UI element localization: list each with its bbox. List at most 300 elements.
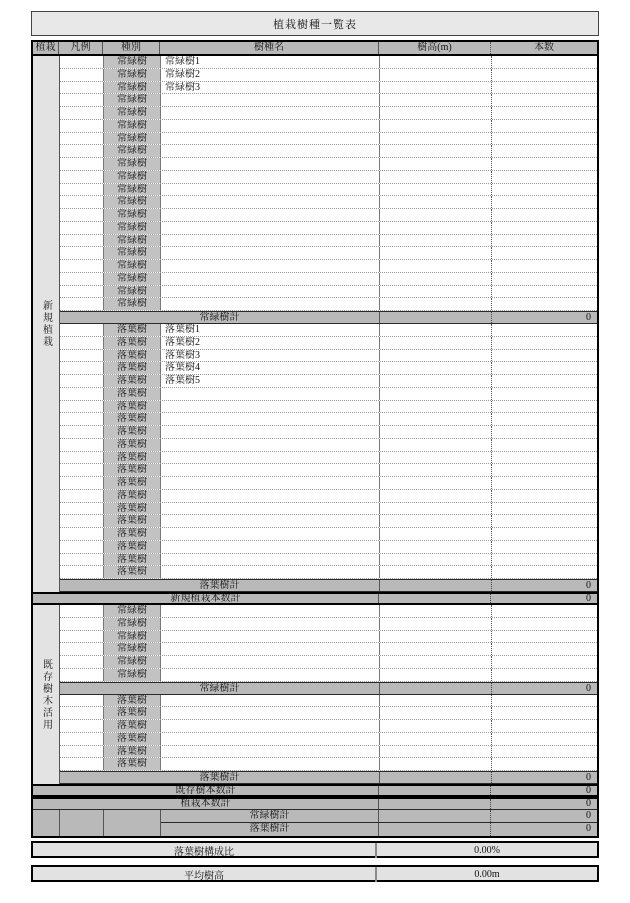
col-header-type: 種別: [103, 42, 160, 54]
height-cell: [380, 490, 491, 502]
species-row: [60, 69, 597, 82]
count-cell: [491, 631, 597, 643]
section-label-vertical: 既存樹木活用: [33, 605, 60, 784]
count-cell: [491, 273, 597, 285]
type-cell: 常緑樹: [104, 145, 161, 157]
species-row: [60, 362, 597, 375]
type-cell: 常緑樹: [104, 158, 161, 170]
count-cell: [491, 464, 597, 476]
grand-breakdown-height-cell: [379, 823, 490, 836]
type-cell: 落葉樹: [104, 452, 161, 464]
species-row: [60, 324, 597, 337]
species-name-cell: [161, 720, 380, 732]
type-cell: 常緑樹: [104, 107, 161, 119]
height-cell: [380, 222, 491, 234]
species-name-cell: [161, 464, 380, 476]
count-cell: [491, 618, 597, 630]
height-cell: [380, 133, 491, 145]
subtotal-label: 落葉樹計: [60, 772, 380, 783]
grand-total-row: [33, 797, 597, 810]
count-cell: [491, 503, 597, 515]
legend-cell: [60, 464, 104, 476]
legend-cell: [60, 337, 104, 349]
species-row: [60, 669, 597, 682]
grand-breakdown: [33, 810, 597, 836]
type-cell: 落葉樹: [104, 388, 161, 400]
species-name-cell: [161, 107, 380, 119]
col-header-count: 本数: [490, 42, 597, 54]
count-cell: [491, 758, 597, 770]
species-row: [60, 643, 597, 656]
species-row: [60, 145, 597, 158]
legend-cell: [60, 605, 104, 617]
subtotal-row: [60, 579, 597, 592]
type-cell: 落葉樹: [104, 401, 161, 413]
legend-cell: [60, 733, 104, 745]
height-cell: [380, 298, 491, 310]
count-cell: [491, 477, 597, 489]
species-name-cell: [161, 656, 380, 668]
count-cell: [491, 184, 597, 196]
legend-cell: [60, 720, 104, 732]
legend-cell: [60, 401, 104, 413]
height-cell: [380, 82, 491, 94]
type-cell: 常緑樹: [104, 286, 161, 298]
species-name-cell: [161, 413, 380, 425]
species-row: [60, 452, 597, 465]
type-cell: 常緑樹: [104, 618, 161, 630]
count-cell: [491, 426, 597, 438]
species-name-cell: 常緑樹1: [161, 56, 380, 68]
page-title: 植栽樹種一覧表: [31, 11, 599, 36]
height-cell: [380, 273, 491, 285]
species-row: [60, 196, 597, 209]
type-cell: 落葉樹: [104, 464, 161, 476]
legend-cell: [60, 439, 104, 451]
type-cell: 落葉樹: [104, 746, 161, 758]
count-cell: [491, 452, 597, 464]
species-row: [60, 439, 597, 452]
legend-cell: [60, 69, 104, 81]
species-name-cell: [161, 503, 380, 515]
subtotal-label: 常緑樹計: [60, 312, 380, 323]
species-row: [60, 133, 597, 146]
grand-breakdown-rows: [161, 810, 597, 836]
type-cell: 常緑樹: [104, 631, 161, 643]
type-cell: 落葉樹: [104, 477, 161, 489]
legend-cell: [60, 158, 104, 170]
species-name-cell: [161, 260, 380, 272]
count-cell: [491, 490, 597, 502]
species-name-cell: [161, 235, 380, 247]
species-name-cell: [161, 452, 380, 464]
legend-cell: [60, 490, 104, 502]
legend-cell: [60, 222, 104, 234]
type-cell: 常緑樹: [104, 120, 161, 132]
section-total-height-cell: [379, 594, 490, 603]
subtotal-row: [60, 682, 597, 695]
count-cell: [491, 413, 597, 425]
height-cell: [380, 324, 491, 336]
height-cell: [380, 286, 491, 298]
grand-total-count: 0: [490, 799, 597, 809]
legend-cell: [60, 631, 104, 643]
species-name-cell: [161, 94, 380, 106]
type-cell: 常緑樹: [104, 298, 161, 310]
grand-breakdown-row: [161, 823, 597, 836]
legend-cell: [60, 324, 104, 336]
legend-cell: [60, 82, 104, 94]
legend-cell: [60, 56, 104, 68]
subtotal-height-cell: [380, 312, 491, 323]
legend-cell: [60, 413, 104, 425]
count-cell: [491, 541, 597, 553]
legend-cell: [60, 260, 104, 272]
type-cell: 常緑樹: [104, 222, 161, 234]
legend-cell: [60, 566, 104, 578]
species-name-cell: [161, 566, 380, 578]
type-cell: 落葉樹: [104, 439, 161, 451]
type-cell: 落葉樹: [104, 733, 161, 745]
count-cell: [491, 746, 597, 758]
type-cell: 常緑樹: [104, 69, 161, 81]
legend-cell: [60, 350, 104, 362]
species-row: [60, 247, 597, 260]
count-cell: [491, 554, 597, 566]
height-cell: [380, 158, 491, 170]
species-name-cell: [161, 490, 380, 502]
height-cell: [380, 528, 491, 540]
count-cell: [491, 286, 597, 298]
section-label-vertical: 新規植栽: [33, 56, 60, 592]
type-cell: 常緑樹: [104, 260, 161, 272]
species-row: [60, 94, 597, 107]
height-cell: [380, 388, 491, 400]
species-name-cell: 落葉樹4: [161, 362, 380, 374]
summary-deciduous-ratio: [31, 841, 599, 858]
section-rows: [60, 605, 597, 784]
count-cell: [491, 350, 597, 362]
legend-cell: [60, 452, 104, 464]
species-row: [60, 388, 597, 401]
grand-breakdown-left: [33, 810, 161, 836]
count-cell: [491, 82, 597, 94]
table-body: [33, 56, 597, 836]
species-row: [60, 426, 597, 439]
type-cell: 落葉樹: [104, 413, 161, 425]
count-cell: [491, 528, 597, 540]
species-name-cell: [161, 196, 380, 208]
legend-cell: [60, 656, 104, 668]
species-row: [60, 375, 597, 388]
species-name-cell: [161, 298, 380, 310]
planting-table: [31, 40, 599, 838]
height-cell: [380, 503, 491, 515]
type-cell: 落葉樹: [104, 324, 161, 336]
count-cell: [491, 720, 597, 732]
subtotal-label: 落葉樹計: [60, 580, 380, 591]
type-cell: 常緑樹: [104, 643, 161, 655]
type-cell: 落葉樹: [104, 426, 161, 438]
height-cell: [380, 746, 491, 758]
type-cell: 落葉樹: [104, 362, 161, 374]
type-cell: 落葉樹: [104, 566, 161, 578]
height-cell: [380, 260, 491, 272]
species-name-cell: 落葉樹2: [161, 337, 380, 349]
species-row: [60, 528, 597, 541]
legend-cell: [60, 618, 104, 630]
count-cell: [491, 69, 597, 81]
species-row: [60, 286, 597, 299]
type-cell: 落葉樹: [104, 758, 161, 770]
species-row: [60, 515, 597, 528]
type-cell: 常緑樹: [104, 184, 161, 196]
summary-average-height-label: 平均樹高: [33, 867, 377, 882]
species-name-cell: [161, 707, 380, 719]
species-name-cell: [161, 247, 380, 259]
legend-cell: [60, 362, 104, 374]
height-cell: [380, 120, 491, 132]
height-cell: [380, 196, 491, 208]
species-name-cell: [161, 145, 380, 157]
legend-cell: [60, 133, 104, 145]
legend-cell: [60, 528, 104, 540]
species-row: [60, 235, 597, 248]
type-cell: 落葉樹: [104, 528, 161, 540]
subtotal-row: [60, 311, 597, 324]
legend-cell: [60, 286, 104, 298]
count-cell: [491, 733, 597, 745]
species-row: [60, 758, 597, 771]
height-cell: [380, 477, 491, 489]
species-row: [60, 82, 597, 95]
count-cell: [491, 324, 597, 336]
section-total-label: 既存樹本数計: [33, 786, 379, 795]
grand-breakdown-label: 落葉樹計: [161, 823, 379, 836]
legend-cell: [60, 94, 104, 106]
species-row: [60, 171, 597, 184]
subtotal-height-cell: [380, 772, 491, 783]
legend-cell: [60, 707, 104, 719]
type-cell: 常緑樹: [104, 247, 161, 259]
species-name-cell: [161, 758, 380, 770]
height-cell: [380, 362, 491, 374]
count-cell: [491, 337, 597, 349]
legend-cell: [60, 758, 104, 770]
count-cell: [491, 222, 597, 234]
subtotal-height-cell: [380, 580, 491, 591]
height-cell: [380, 209, 491, 221]
species-name-cell: 常緑樹3: [161, 82, 380, 94]
count-cell: [491, 133, 597, 145]
grand-breakdown-label: 常緑樹計: [161, 810, 379, 822]
legend-cell: [60, 746, 104, 758]
subtotal-height-cell: [380, 683, 491, 694]
species-row: [60, 401, 597, 414]
legend-cell: [60, 235, 104, 247]
legend-empty-cell: [60, 810, 104, 836]
subtotal-count: 0: [491, 580, 597, 591]
summary-average-height-value: 0.00m: [474, 869, 500, 880]
subtotal-label: 常緑樹計: [60, 683, 380, 694]
legend-cell: [60, 695, 104, 707]
species-name-cell: [161, 439, 380, 451]
legend-cell: [60, 196, 104, 208]
species-row: [60, 260, 597, 273]
species-name-cell: [161, 669, 380, 681]
count-cell: [491, 439, 597, 451]
count-cell: [491, 362, 597, 374]
height-cell: [380, 733, 491, 745]
count-cell: [491, 196, 597, 208]
legend-cell: [60, 477, 104, 489]
species-name-cell: [161, 618, 380, 630]
section: [33, 605, 597, 784]
height-cell: [380, 707, 491, 719]
type-cell: 落葉樹: [104, 375, 161, 387]
species-name-cell: [161, 286, 380, 298]
species-row: [60, 350, 597, 363]
count-cell: [491, 171, 597, 183]
legend-cell: [60, 171, 104, 183]
type-cell: 落葉樹: [104, 695, 161, 707]
legend-cell: [60, 298, 104, 310]
species-row: [60, 554, 597, 567]
species-name-cell: [161, 184, 380, 196]
count-cell: [491, 120, 597, 132]
type-cell: 常緑樹: [104, 656, 161, 668]
height-cell: [380, 235, 491, 247]
grand-total-label: 植栽本数計: [33, 799, 379, 809]
species-row: [60, 695, 597, 708]
species-name-cell: [161, 133, 380, 145]
legend-cell: [60, 120, 104, 132]
section-total-row: [33, 592, 597, 605]
grand-breakdown-count: 0: [490, 810, 597, 822]
species-name-cell: [161, 746, 380, 758]
species-name-cell: [161, 541, 380, 553]
type-cell: 落葉樹: [104, 503, 161, 515]
species-name-cell: [161, 120, 380, 132]
type-cell: 常緑樹: [104, 273, 161, 285]
species-row: [60, 477, 597, 490]
legend-cell: [60, 669, 104, 681]
type-cell: 落葉樹: [104, 490, 161, 502]
legend-cell: [60, 375, 104, 387]
height-cell: [380, 56, 491, 68]
count-cell: [491, 515, 597, 527]
legend-cell: [60, 209, 104, 221]
legend-cell: [60, 273, 104, 285]
species-name-cell: 落葉樹5: [161, 375, 380, 387]
planting-empty-cell: [33, 810, 60, 836]
count-cell: [491, 566, 597, 578]
species-name-cell: [161, 477, 380, 489]
species-name-cell: [161, 273, 380, 285]
species-row: [60, 209, 597, 222]
type-cell: 常緑樹: [104, 669, 161, 681]
species-row: [60, 541, 597, 554]
summary-average-height: [31, 865, 599, 882]
height-cell: [380, 247, 491, 259]
legend-cell: [60, 388, 104, 400]
section-total-label: 新規植栽本数計: [33, 594, 379, 603]
count-cell: [491, 669, 597, 681]
height-cell: [380, 171, 491, 183]
type-cell: 常緑樹: [104, 82, 161, 94]
species-name-cell: [161, 605, 380, 617]
type-cell: 常緑樹: [104, 94, 161, 106]
species-row: [60, 464, 597, 477]
subtotal-count: 0: [491, 683, 597, 694]
species-name-cell: [161, 631, 380, 643]
height-cell: [380, 452, 491, 464]
subtotal-count: 0: [491, 772, 597, 783]
section-total-height-cell: [379, 786, 490, 795]
summary-deciduous-ratio-label: 落葉樹構成比: [33, 843, 377, 858]
legend-cell: [60, 643, 104, 655]
type-empty-cell: [104, 810, 161, 836]
col-header-height: 樹高(m): [417, 42, 452, 53]
type-cell: 常緑樹: [104, 56, 161, 68]
height-cell: [380, 758, 491, 770]
count-cell: [491, 388, 597, 400]
species-row: [60, 337, 597, 350]
species-name-cell: 常緑樹2: [161, 69, 380, 81]
height-cell: [380, 375, 491, 387]
type-cell: 落葉樹: [104, 515, 161, 527]
height-cell: [380, 401, 491, 413]
section-rows: [60, 56, 597, 592]
subtotal-row: [60, 771, 597, 784]
species-row: [60, 605, 597, 618]
height-cell: [380, 566, 491, 578]
species-row: [60, 107, 597, 120]
height-cell: [380, 464, 491, 476]
col-header-species-name: 樹種名: [160, 42, 379, 54]
section: [33, 56, 597, 592]
species-row: [60, 222, 597, 235]
legend-cell: [60, 515, 104, 527]
species-name-cell: [161, 515, 380, 527]
height-cell: [380, 145, 491, 157]
species-row: [60, 656, 597, 669]
legend-cell: [60, 503, 104, 515]
species-row: [60, 490, 597, 503]
height-cell: [380, 337, 491, 349]
species-name-cell: [161, 158, 380, 170]
col-header-legend: 凡例: [59, 42, 103, 54]
species-row: [60, 503, 597, 516]
legend-cell: [60, 145, 104, 157]
species-row: [60, 631, 597, 644]
height-cell: [380, 695, 491, 707]
species-row: [60, 720, 597, 733]
legend-cell: [60, 184, 104, 196]
species-row: [60, 566, 597, 579]
species-name-cell: [161, 426, 380, 438]
section-total-row: [33, 784, 597, 797]
species-name-cell: [161, 528, 380, 540]
height-cell: [380, 413, 491, 425]
count-cell: [491, 298, 597, 310]
species-name-cell: [161, 209, 380, 221]
section-total-count: 0: [490, 786, 597, 795]
height-cell: [380, 69, 491, 81]
type-cell: 常緑樹: [104, 196, 161, 208]
count-cell: [491, 209, 597, 221]
height-cell: [380, 605, 491, 617]
